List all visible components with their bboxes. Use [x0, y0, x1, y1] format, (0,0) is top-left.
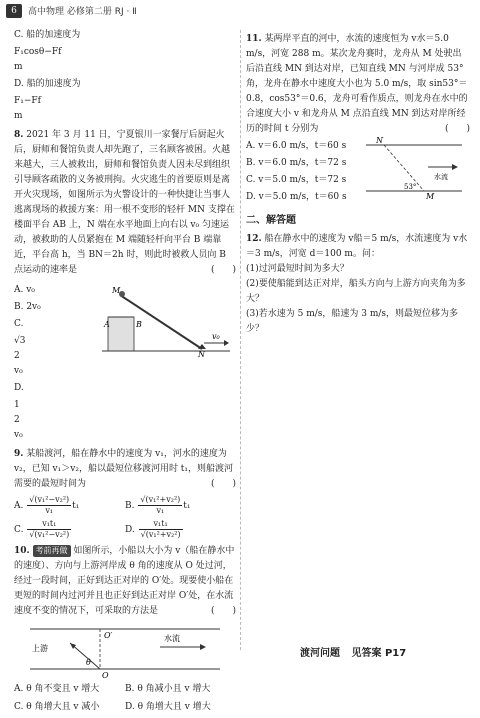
- exam-tag: 考前再做: [33, 545, 71, 557]
- label-m: M: [112, 286, 121, 295]
- question-10: [14, 544, 236, 715]
- arrow-head: [200, 644, 206, 650]
- q10-stem: 10. 考前再做 如图所示，小船以大小为 v（船在静水中的速度）、方向与上游河岸成 θ 角的速度从 O 处过河，经过一段时间，正好到达正对岸的 O′处。现要使小船在更短的时间内过河并且也正好到达正对岸 O′处，在水流速度不变的情况下，可采取的方法是 ( ): [14, 546, 236, 616]
- arrow-head: [224, 340, 229, 346]
- arrow-head: [70, 643, 76, 649]
- arrow-head: [452, 164, 458, 170]
- q10-figure: [30, 621, 220, 679]
- page-header: [0, 0, 480, 22]
- q8-option-a[interactable]: A. v₀: [14, 285, 35, 295]
- label-flow: 水流: [434, 173, 448, 181]
- q8-option-d[interactable]: D.: [14, 383, 24, 393]
- label-n: N: [198, 350, 205, 357]
- right-column: [246, 26, 470, 337]
- left-column: C. 船的加速度为 F₁cosθ−Ff m D. 船的加速度为 F₁−Ff m 8. 2021 年 3 月 11 日，宁夏银川一家餐厅后厨起火后，厨师和餐馆负责人却先跑了，三名顾客被困。火越来越大，三人被救出，厨师和餐馆负责人因未尽到组织引导顾客疏散的义务被刑拘。火灾逃生的首要原则是离开火灾现场，如图所示为火警设计的一种快捷让当事人逃离现场的救援方案：用一根不变形的轻杆 MN 支撑在楼面平台 AB 上，N 端在水平地面上向右以 v₀ 匀速运动，被救助的人员紧抱在 M 端随轻杆向平台 B 端靠近，平台高 h，当 BN＝2h 时，则此时被救人员向 B 点运动的速率是 ( ) A. v₀ B. 2v₀ C. √3 2 v₀ D. 1 2 v₀ M A B N v₀ 9. 某船渡河，船在静水中的速度为 v₁，河水的速度为 v₂，已知 v₁＞v₂，船以最短位移渡河用时 t₁，则船渡河需要的最短时间为 ( ) A. $\frac{\text{√(v₁²−v₂²)}}{\text{v₁}}$ t₁ B. $\frac{\text{√(v₁²+v₂²)}}{\text{v₁}}$ t₁ C. $\frac{\text{v₁t₁}}{\text{√(v₁²−v₂²)}}$ D. $\frac{\text{v₁t₁}}{\text{√(v₁²+v₂²)}}$ 10. 考前再做 如图所示，小船以大小为 v（船在静水中的速度）、方向与上游河岸成 θ 角的速度从 O 处过河，经过一段时间，正好到达正对岸的 O′处。现要使小船在更短的时间内过河并且也正好到达正对岸 O′处，在水流速度不变的情况下，可采取的方法是 ( ) O′ 上游 水流 θ O A. θ 角不变且 v 增大 B. θ 角减小且 v 增大 C. θ 角增大且 v 减小 D. θ 角增大且 v 增大: [14, 26, 236, 718]
- q12-sub-1: (1)过河最短时间为多大？: [246, 264, 349, 274]
- question-12: [246, 232, 470, 337]
- page-header-title: 高中物理 必修第二册 RJ · Ⅱ: [28, 7, 137, 17]
- q7-option-c[interactable]: C. 船的加速度为: [14, 30, 81, 40]
- q12-stem: 12. 船在静水中的速度为 v船＝5 m/s，水流速度为 v水＝3 m/s，河宽 d＝100 m。问：: [246, 234, 468, 259]
- q10-option-a[interactable]: A. θ 角不变且 v 增大: [14, 684, 100, 694]
- page-number: 6: [6, 4, 22, 18]
- q10-option-c[interactable]: C. θ 角增大且 v 减小: [14, 702, 100, 712]
- footer-topic: 渡河问题: [300, 648, 340, 659]
- q10-option-d[interactable]: D. θ 角增大且 v 增大: [125, 702, 211, 712]
- label-o-prime: O′: [104, 631, 113, 640]
- label-b: B: [136, 320, 142, 329]
- column-divider: [240, 30, 241, 650]
- label-o: O: [102, 671, 109, 679]
- q9-option-d[interactable]: D. $\frac{\text{v₁t₁}}{\text{√(v₁²+v₂²)}}$: [125, 519, 181, 539]
- q11-option-b[interactable]: B. v＝6.0 m/s，t＝72 s: [246, 158, 347, 168]
- q9-option-c[interactable]: C. $\frac{\text{v₁t₁}}{\text{√(v₁²−v₂²)}}$: [14, 519, 70, 539]
- label-flow: 水流: [164, 634, 180, 643]
- label-v0: v₀: [212, 332, 220, 341]
- q8-option-c[interactable]: C.: [14, 319, 24, 329]
- q11-option-c[interactable]: C. v＝5.0 m/s，t＝72 s: [246, 175, 347, 185]
- platform: [108, 317, 134, 351]
- q9-stem: 9. 某船渡河，船在静水中的速度为 v₁，河水的速度为 v₂，已知 v₁＞v₂，船以最短位移渡河用时 t₁，则船渡河需要的最短时间为 ( ): [14, 449, 236, 489]
- q8-option-b[interactable]: B. 2v₀: [14, 302, 41, 312]
- page-footer: [300, 644, 414, 659]
- q8-figure: [102, 281, 232, 357]
- q12-sub-3: (3)若水速为 5 m/s，船速为 3 m/s，则最短位移为多少？: [246, 309, 459, 334]
- label-n: N: [376, 137, 383, 145]
- q7-option-d[interactable]: D. 船的加速度为: [14, 79, 81, 89]
- q12-sub-2: (2)要使船能到达正对岸，船头方向与上游方向夹角为多大？: [246, 279, 466, 304]
- q9-option-b[interactable]: B. $\frac{\text{√(v₁²+v₂²)}}{\text{v₁}}$ t₁: [125, 495, 191, 515]
- q11-option-a[interactable]: A. v＝6.0 m/s，t＝60 s: [246, 141, 347, 151]
- label-theta: θ: [86, 658, 91, 667]
- footer-answer-ref: 见答案 P17: [351, 648, 407, 659]
- question-9: [14, 447, 236, 540]
- q8-stem: 8. 2021 年 3 月 11 日，宁夏银川一家餐厅后厨起火后，厨师和餐馆负责人却先跑了，三名顾客被困。火越来越大，三人被救出，厨师和餐馆负责人因未尽到组织引导顾客疏散的义务被刑拘。火灾逃生的首要原则是离开火灾现场，如图所示为火警设计的一种快捷让当事人逃离现场的救援方案：用一根不变形的轻杆 MN 支撑在楼面平台 AB 上，N 端在水平地面上向右以 v₀ 匀速运动，被救助的人员紧抱在 M 端随轻杆向平台 B 端靠近，平台高 h，当 BN＝2h 时，则此时被救人员向 B 点运动的速率是 ( ): [14, 130, 236, 275]
- q11-option-d[interactable]: D. v＝5.0 m/s，t＝60 s: [246, 192, 347, 202]
- q10-option-b[interactable]: B. θ 角减小且 v 增大: [125, 684, 211, 694]
- label-angle: 53°: [404, 183, 417, 191]
- label-upstream: 上游: [32, 644, 48, 653]
- label-m: M: [426, 192, 435, 199]
- section-title: 二、解答题: [246, 215, 296, 226]
- q11-figure: [364, 137, 464, 199]
- question-11: [246, 32, 470, 207]
- question-8: 8. 2021 年 3 月 11 日，宁夏银川一家餐厅后厨起火后，厨师和餐馆负责人却先跑了，三名顾客被困。火越来越大，三人被救出，厨师和餐馆负责人因未尽到组织引导顾客疏散的义务被刑拘。火灾逃生的首要原则是离开火灾现场，如图所示为火警设计的一种快捷让当事人逃离现场的救援方案：用一根不变形的轻杆 MN 支撑在楼面平台 AB 上，N 端在水平地面上向右以 v₀ 匀速运动，被救助的人员紧抱在 M 端随轻杆向平台 B 端靠近，平台高 h，当 BN＝2h 时，则此时被救人员向 B 点运动的速率是 ( ) A. v₀ B. 2v₀ C. √3 2 v₀ D. 1 2 v₀ M A B N v₀: [14, 130, 236, 440]
- q11-stem: 11. 某两岸平直的河中，水流的速度恒为 v水＝5.0 m/s，河宽 288 m。某次龙舟赛时，龙舟从 M 处驶出后沿直线 MN 到达对岸，已知直线 MN 与河岸成 53° 角，龙舟在静水中速度大小也为 5.0 m/s，取 sin53°＝0.8，cos53°＝0.6，龙舟可看作质点，则龙舟在水中的合速度大小 v 和龙舟从 M 点沿直线 MN 到达对岸所经历的时间 t 分别为 ( ): [246, 34, 470, 134]
- q9-option-a[interactable]: A. $\frac{\text{√(v₁²−v₂²)}}{\text{v₁}}$ t₁: [14, 495, 80, 515]
- label-a: A: [104, 320, 110, 329]
